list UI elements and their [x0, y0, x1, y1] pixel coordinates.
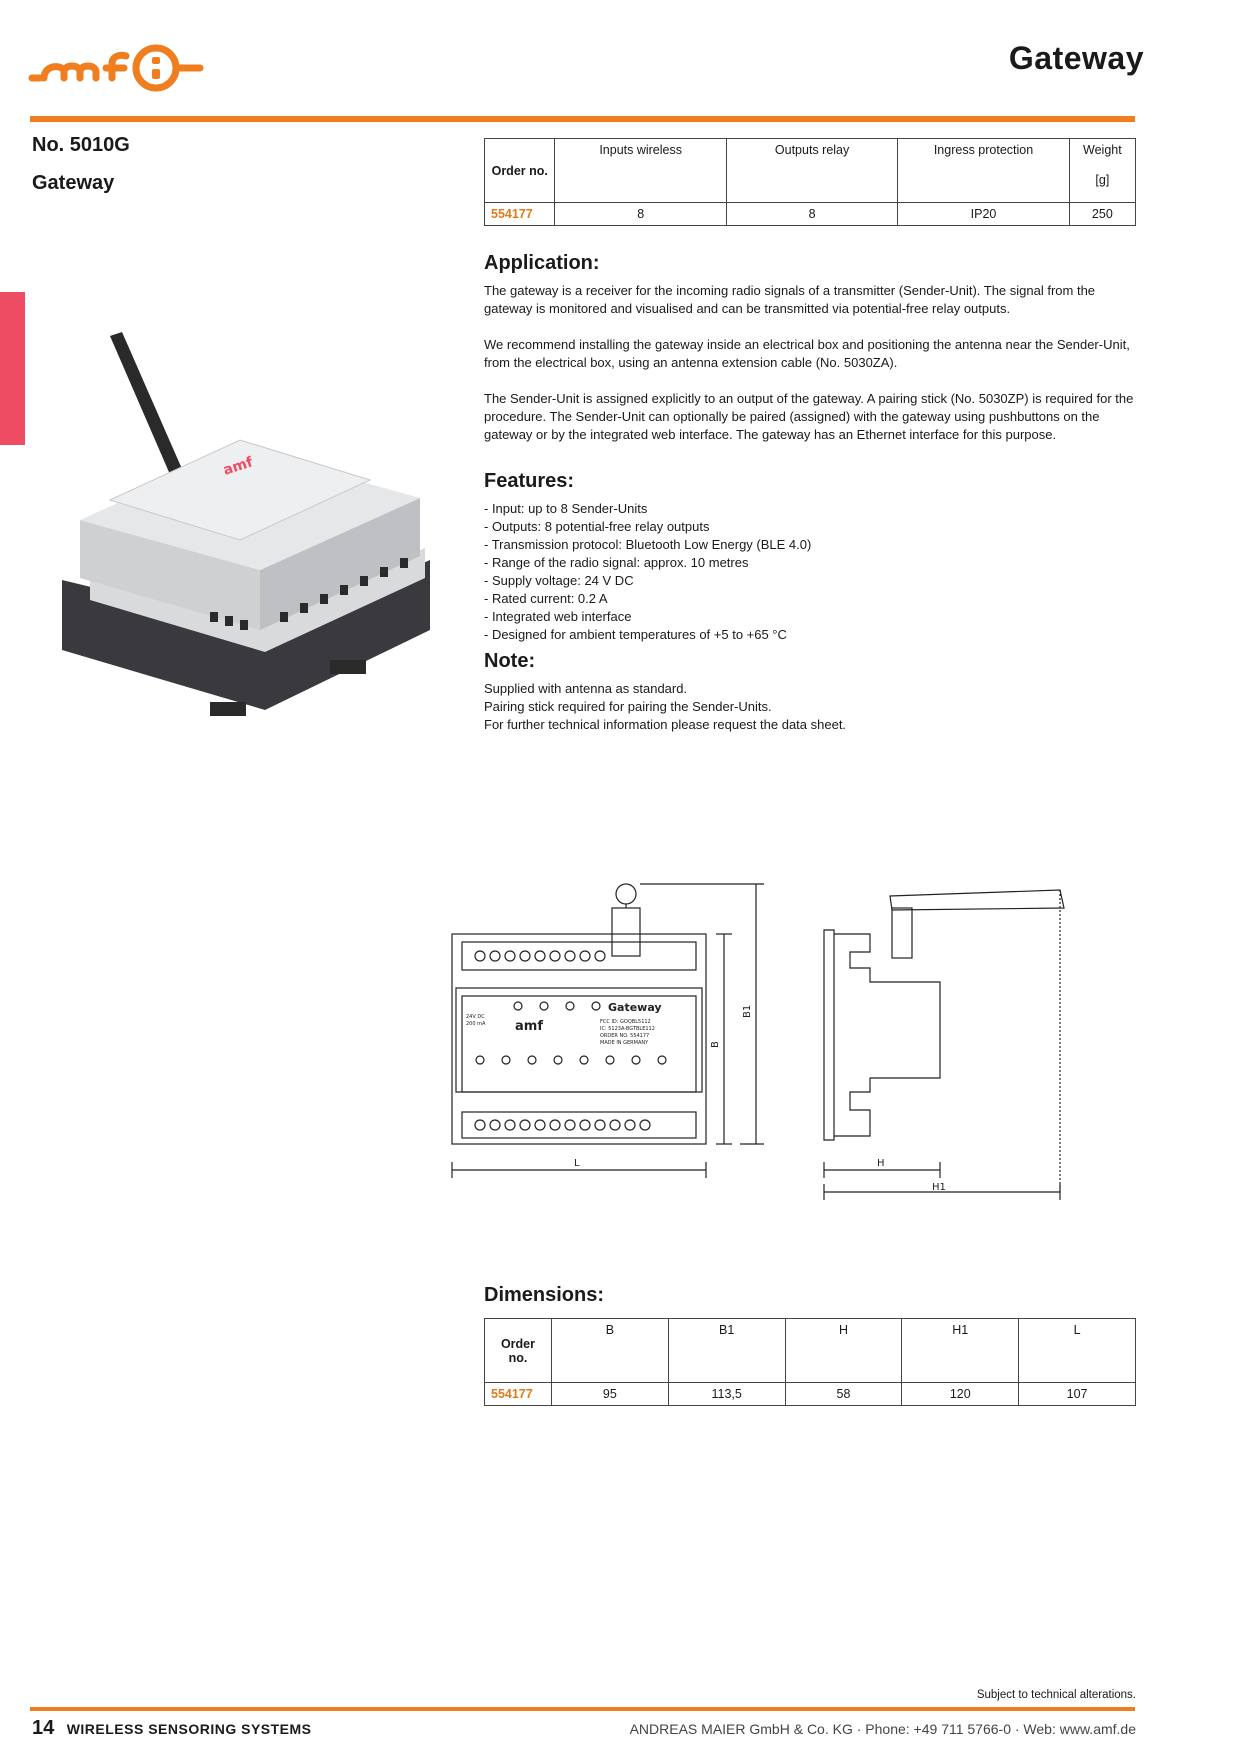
list-item: - Supply voltage: 24 V DC [484, 573, 634, 588]
cell-outputs: 8 [726, 203, 897, 226]
application-paragraph: We recommend installing the gateway inside an electrical box and positioning the antenna near the Sender-Unit, from the electrical box, using an antenna extension cable (No. 5030ZA). [484, 337, 1130, 370]
note-text [484, 680, 846, 734]
page-number: 14 [32, 1717, 55, 1739]
header-outputs-relay: Outputs relay [726, 139, 897, 203]
table-row [485, 203, 1136, 226]
product-name: Gateway [32, 172, 115, 194]
dimension-drawing [440, 878, 1140, 1218]
features-heading: Features: [484, 470, 575, 492]
dimensions-heading: Dimensions: [484, 1284, 605, 1306]
list-item: - Rated current: 0.2 A [484, 591, 608, 606]
drawing-front-label: Gateway [608, 1001, 662, 1014]
note-heading: Note: [484, 650, 536, 672]
cell-inputs: 8 [555, 203, 726, 226]
cell-weight: 250 [1069, 203, 1135, 226]
table-row [485, 1383, 1136, 1406]
order-no-link[interactable]: 554177 [485, 1383, 552, 1406]
section-tab [0, 292, 25, 445]
header-ingress-protection [898, 139, 1069, 203]
drawing-order: ORDER NO. 554177 [600, 1033, 650, 1039]
dim-label-h1: H1 [932, 1182, 946, 1193]
cell-b1: 113,5 [668, 1383, 785, 1406]
list-item: - Designed for ambient temperatures of +5 to +65 °C [484, 627, 787, 642]
product-number: No. 5010G [32, 134, 130, 156]
weight-unit: [g] [1095, 173, 1110, 187]
dimensions-table [484, 1318, 1136, 1406]
subject-note: Subject to technical alterations. [976, 1689, 1136, 1701]
header-b: B [551, 1319, 668, 1383]
header-rule [30, 116, 1135, 122]
gateway-product-photo [50, 330, 440, 750]
header-inputs-wireless: Inputs wireless [555, 139, 726, 203]
order-table [484, 138, 1136, 226]
header-h: H [785, 1319, 902, 1383]
note-line: For further technical information please request the data sheet. [484, 717, 847, 732]
page-title: Gateway [1008, 40, 1144, 76]
header-l: L [1019, 1319, 1136, 1383]
cell-h1: 120 [902, 1383, 1019, 1406]
footer-rule [30, 1707, 1135, 1711]
drawing-made-in: MADE IN GERMANY [600, 1040, 649, 1046]
dim-label-h: H [877, 1158, 885, 1169]
cell-l: 107 [1019, 1383, 1136, 1406]
list-item: - Input: up to 8 Sender-Units [484, 501, 648, 516]
footer-section [32, 1717, 312, 1740]
ingress-protection-label: Ingress protection [933, 143, 1034, 157]
dim-label-l: L [574, 1158, 580, 1169]
svg-text:amf: amf [221, 454, 255, 479]
application-paragraph: The Sender-Unit is assigned explicitly to an output of the gateway. A pairing stick (No. 5030ZP) is required for the procedure. The Sender-Unit can optionally be paired (assigned) with the gateway using pushbuttons on the gateway or by the integrated web interface. The gateway has an Ethernet interface for this purpose. [484, 391, 1134, 442]
order-no-link[interactable]: 554177 [485, 203, 555, 226]
cell-ingress: IP20 [898, 203, 1069, 226]
application-heading: Application: [484, 252, 600, 274]
amf-logo [28, 42, 228, 92]
header-b1: B1 [668, 1319, 785, 1383]
features-list [484, 500, 811, 644]
drawing-voltage: 24V DC [466, 1014, 485, 1020]
weight-label: Weight [1083, 143, 1122, 157]
section-name: WIRELESS SENSORING SYSTEMS [66, 1721, 312, 1737]
note-line: Pairing stick required for pairing the Sender-Units. [484, 699, 772, 714]
header-h1: H1 [902, 1319, 1019, 1383]
cell-b: 95 [551, 1383, 668, 1406]
drawing-ic: IC: 5123A-BGTBLE112 [600, 1026, 655, 1032]
order-no-header: Order no. [485, 1319, 552, 1383]
svg-text:amf: amf [515, 1019, 543, 1034]
order-no-header: Order no. [485, 139, 555, 203]
drawing-fcc: FCC ID: GOQBL5112 [600, 1019, 651, 1025]
header-weight [1069, 139, 1135, 203]
application-paragraph: The gateway is a receiver for the incoming radio signals of a transmitter (Sender-Unit). The signal from the gateway is monitored and visualised and can be transmitted via potential-free relay outputs. [484, 283, 1096, 316]
list-item: - Integrated web interface [484, 609, 632, 624]
list-item: - Outputs: 8 potential-free relay outputs [484, 519, 710, 534]
list-item: - Range of the radio signal: approx. 10 metres [484, 555, 749, 570]
dim-label-b1: B1 [742, 1004, 753, 1018]
company-info: ANDREAS MAIER GmbH & Co. KG · Phone: +49 711 5766-0 · Web: www.amf.de [629, 1721, 1136, 1737]
application-text [484, 282, 1134, 462]
dim-label-b: B [710, 1041, 721, 1048]
cell-h: 58 [785, 1383, 902, 1406]
note-line: Supplied with antenna as standard. [484, 681, 688, 696]
list-item: - Transmission protocol: Bluetooth Low Energy (BLE 4.0) [484, 537, 812, 552]
drawing-current: 200 mA [466, 1021, 486, 1027]
